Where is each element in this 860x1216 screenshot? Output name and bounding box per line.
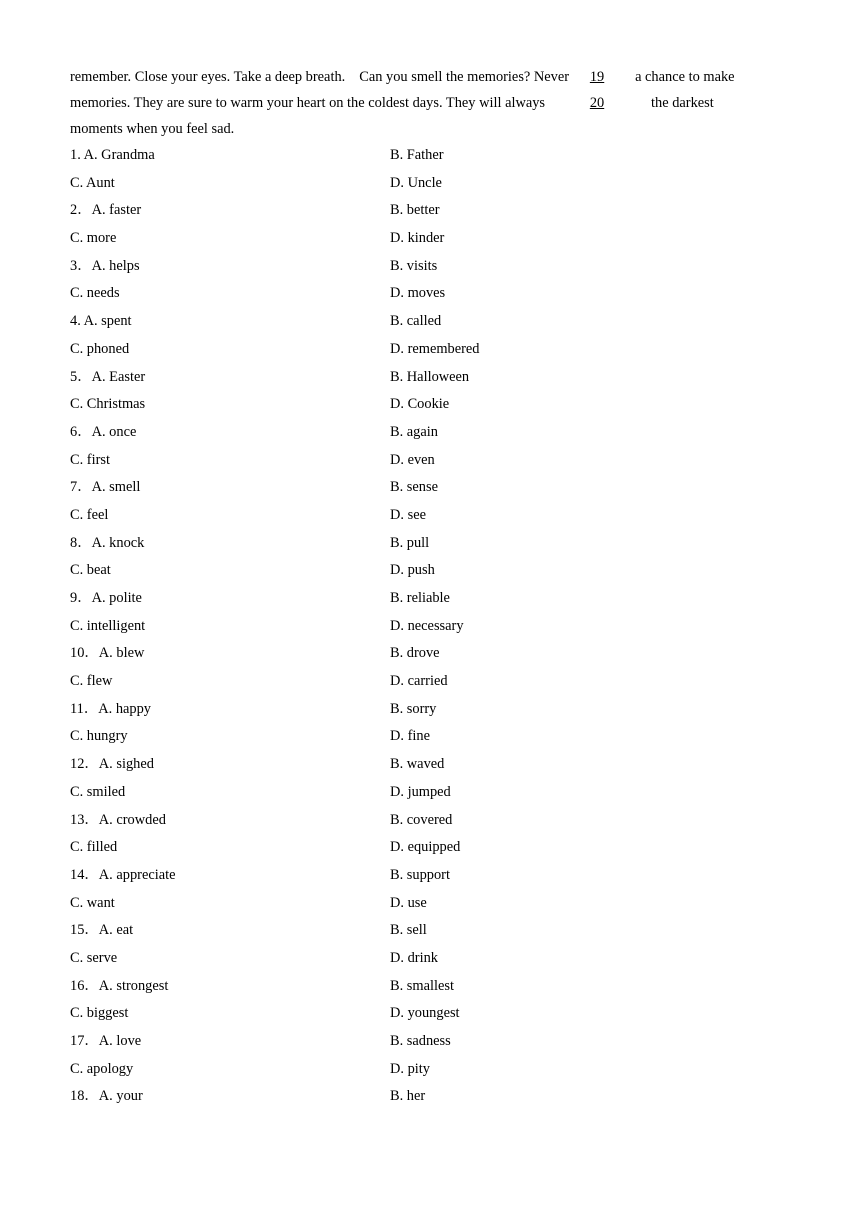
option-c: C. phoned — [70, 340, 130, 357]
option-b: B. her — [390, 1088, 426, 1105]
option-a: 13．A. crowded — [70, 811, 166, 828]
question-row — [70, 364, 790, 392]
option-d: D. youngest — [390, 1005, 460, 1022]
option-b: B. sadness — [390, 1033, 451, 1049]
question-row — [70, 474, 790, 502]
option-c: C. flew — [70, 673, 113, 690]
question-row — [70, 779, 790, 807]
passage-text: memories. They are sure to warm your heart on the coldest days. They will always — [70, 95, 546, 111]
option-b: B. sell — [390, 922, 427, 939]
option-a: 2．A. faster — [70, 202, 142, 219]
option-d: D. remembered — [390, 340, 480, 357]
option-a: 5．A. Easter — [70, 368, 146, 385]
option-d: D. moves — [390, 285, 446, 302]
option-a: 8．A. knock — [70, 534, 145, 551]
question-row — [70, 1000, 790, 1028]
passage-text: the darkest — [651, 95, 714, 111]
option-b: B. pull — [390, 534, 430, 551]
passage-text: Can you smell the memories? Never — [359, 69, 570, 85]
question-row — [70, 280, 790, 308]
blank-20: 20 — [589, 95, 605, 111]
option-d: D. pity — [390, 1060, 430, 1077]
option-a: 12．A. sighed — [70, 756, 154, 773]
option-c: C. first — [70, 451, 110, 468]
option-c: C. want — [70, 894, 115, 911]
option-b: B. sense — [390, 479, 438, 496]
question-row — [70, 336, 790, 364]
question-row — [70, 308, 790, 336]
option-b: B. waved — [390, 756, 445, 773]
option-b: B. Father — [390, 147, 444, 163]
option-b: B. sorry — [390, 700, 437, 717]
option-b: B. support — [390, 866, 450, 883]
option-b: B. drove — [390, 645, 440, 662]
question-row — [70, 862, 790, 890]
option-a: 9．A. polite — [70, 590, 142, 606]
question-row — [70, 973, 790, 1001]
option-b: B. visits — [390, 257, 438, 274]
option-b: B. smallest — [390, 977, 454, 994]
passage-text: remember. Close your eyes. Take a deep breath. — [70, 69, 346, 85]
question-row — [70, 391, 790, 419]
question-row — [70, 170, 790, 198]
passage-line-2 — [70, 90, 790, 116]
question-row — [70, 585, 790, 613]
blank-19: 19 — [589, 69, 605, 85]
option-c: C. smiled — [70, 783, 126, 800]
option-b: B. called — [390, 313, 442, 330]
option-a: 17．A. love — [70, 1033, 142, 1049]
passage-text: a chance to make — [635, 69, 735, 85]
option-d: D. fine — [390, 728, 430, 745]
question-row — [70, 945, 790, 973]
question-row — [70, 530, 790, 558]
passage-line-1 — [70, 64, 790, 90]
question-row — [70, 419, 790, 447]
question-row — [70, 197, 790, 225]
option-b: B. covered — [390, 811, 453, 828]
question-row — [70, 917, 790, 945]
question-row — [70, 142, 790, 170]
question-row — [70, 807, 790, 835]
option-c: C. beat — [70, 562, 111, 579]
question-row — [70, 253, 790, 281]
option-d: D. jumped — [390, 783, 451, 800]
question-row — [70, 696, 790, 724]
question-row — [70, 890, 790, 918]
option-b: B. better — [390, 202, 440, 219]
option-c: C. Christmas — [70, 396, 146, 413]
option-c: C. hungry — [70, 728, 128, 745]
option-c: C. biggest — [70, 1005, 129, 1022]
question-row — [70, 723, 790, 751]
option-c: C. needs — [70, 285, 120, 302]
option-b: B. again — [390, 423, 438, 440]
option-a: 18．A. your — [70, 1088, 143, 1105]
question-row — [70, 447, 790, 475]
option-d: D. even — [390, 451, 435, 468]
option-a: 15．A. eat — [70, 922, 134, 939]
option-b: B. reliable — [390, 590, 450, 606]
option-d: D. Cookie — [390, 396, 450, 413]
option-d: D. equipped — [390, 839, 461, 856]
question-row — [70, 613, 790, 641]
option-d: D. use — [390, 894, 427, 911]
question-row — [70, 640, 790, 668]
option-a: 11．A. happy — [70, 700, 152, 717]
option-a: 10．A. blew — [70, 645, 145, 662]
question-row — [70, 1056, 790, 1084]
question-row — [70, 1028, 790, 1056]
option-b: B. Halloween — [390, 368, 470, 385]
option-a: 4. A. spent — [70, 313, 132, 330]
question-row — [70, 225, 790, 253]
option-d: D. kinder — [390, 230, 445, 247]
question-row — [70, 502, 790, 530]
option-d: D. necessary — [390, 617, 464, 634]
passage-line-3 — [70, 116, 790, 142]
option-c: C. feel — [70, 506, 109, 523]
option-c: C. Aunt — [70, 174, 115, 191]
question-row — [70, 557, 790, 585]
passage-text: moments when you feel sad. — [70, 121, 235, 137]
option-c: C. filled — [70, 839, 118, 856]
option-d: D. Uncle — [390, 174, 442, 191]
option-a: 6．A. once — [70, 423, 137, 440]
option-d: D. see — [390, 506, 426, 523]
question-row — [70, 834, 790, 862]
option-a: 14．A. appreciate — [70, 866, 176, 883]
option-c: C. apology — [70, 1060, 134, 1077]
option-d: D. carried — [390, 673, 448, 690]
option-c: C. more — [70, 230, 117, 247]
option-d: D. push — [390, 562, 435, 579]
question-row — [70, 751, 790, 779]
question-list — [70, 142, 790, 1111]
option-a: 7．A. smell — [70, 479, 141, 496]
option-c: C. intelligent — [70, 617, 146, 634]
option-a: 3．A. helps — [70, 257, 140, 274]
question-row — [70, 668, 790, 696]
option-d: D. drink — [390, 949, 438, 966]
option-a: 16．A. strongest — [70, 977, 169, 994]
option-a: 1. A. Grandma — [70, 147, 155, 163]
document-page — [70, 64, 790, 1111]
question-row — [70, 1083, 790, 1111]
option-c: C. serve — [70, 949, 118, 966]
